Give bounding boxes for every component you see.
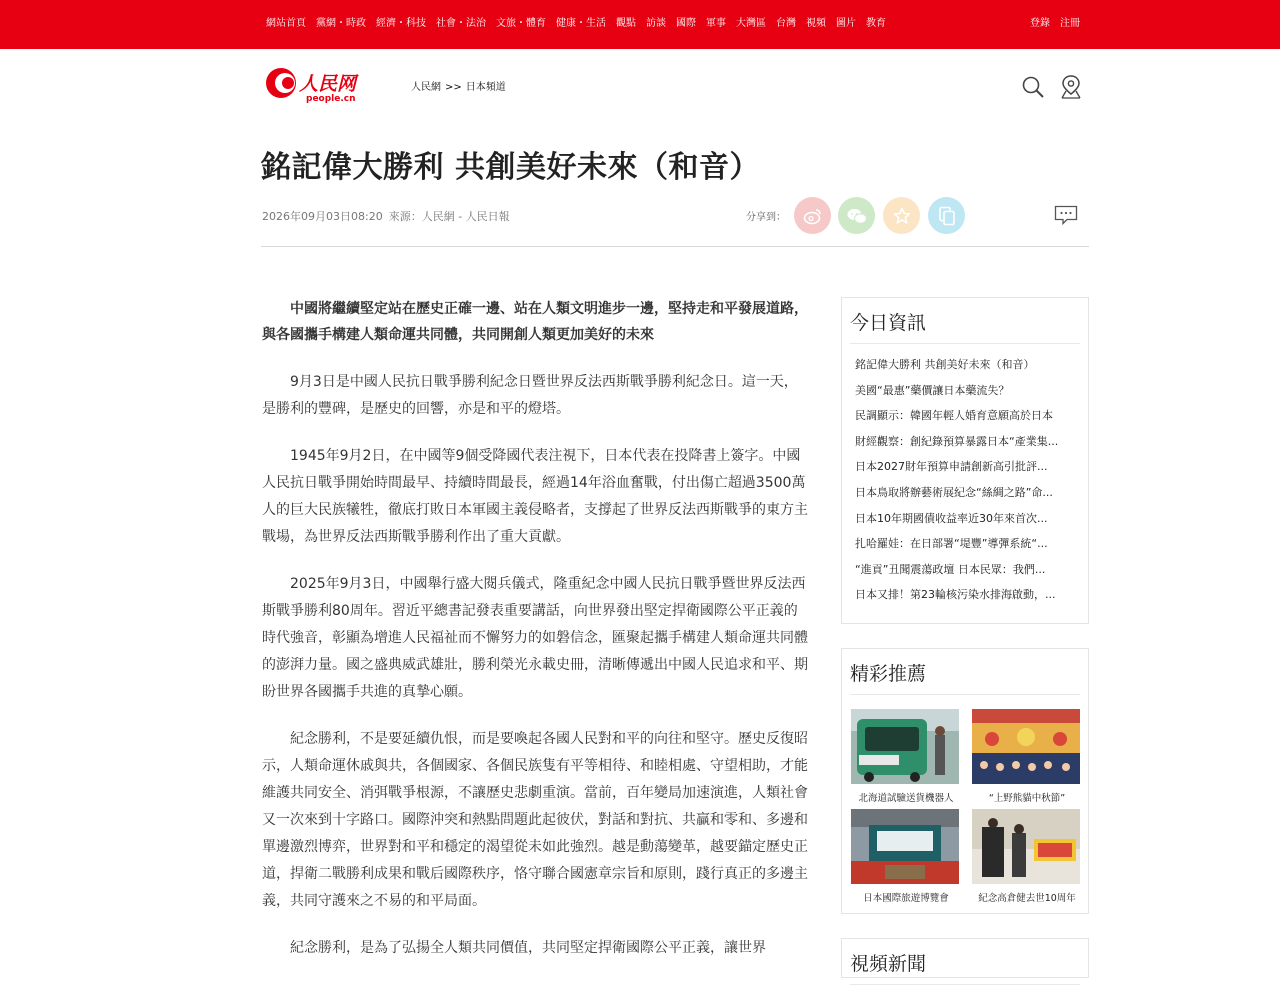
news-list-item[interactable]: 銘記偉大勝利 共創美好未來（和音） xyxy=(855,358,1035,371)
share-label: 分享到： xyxy=(746,212,786,223)
search-icon[interactable] xyxy=(1021,75,1045,99)
article-paragraph: 1945年9月2日，在中國等9個受降國代表注視下，日本代表在投降書上簽字。中國人民抗日戰爭開始時間最早、持續時間最長，經過14年浴血奮戰，付出傷亡超過3500萬人的巨大民族犧牲，徹底打敗日本軍國主義侵略者，支撐起了世界反法西斯戰爭的東方主戰場，為世界反法西斯戰爭勝利作出了重大貢獻。 xyxy=(262,448,808,545)
article-paragraph: 2025年9月3日，中國舉行盛大閱兵儀式，隆重紀念中國人民抗日戰爭暨世界反法西斯戰爭勝利80周年。習近平總書記發表重要講話，向世界發出堅定捍衛國際公平正義的時代強音，彰顯為增進人民福祉而不懈努力的如磐信念，匯聚起攜手構建人類命運共同體的澎湃力量。國之盛典威武雄壯，勝利榮光永載史冊，清晰傳遞出中國人民追求和平、期盼世界各國攜手共進的真摯心願。 xyxy=(262,576,808,700)
login-link[interactable]: 登錄 xyxy=(1030,18,1050,29)
share-weibo-button[interactable] xyxy=(794,197,831,234)
breadcrumb xyxy=(411,78,506,93)
recommended-title: 精彩推薦 xyxy=(850,659,1080,695)
recommended-caption: 日本國際旅遊博覽會 xyxy=(863,893,949,904)
article-title: 銘記偉大勝利 共創美好未來（和音） xyxy=(261,150,760,185)
comment-icon[interactable] xyxy=(1054,205,1078,225)
news-list-item[interactable]: 日本鳥取將辦藝術展紀念“絲綢之路”命... xyxy=(855,485,1053,499)
recommended-caption: “上野熊貓中秋節” xyxy=(988,793,1066,804)
news-list-item[interactable]: 日本10年期國債收益率近30年來首次... xyxy=(855,511,1048,525)
share-favorite-button[interactable] xyxy=(883,197,920,234)
nav-link-health[interactable]: 健康・生活 xyxy=(556,18,606,29)
nav-link-society[interactable]: 社會・法治 xyxy=(436,18,486,29)
user-links xyxy=(1030,17,1090,31)
recommended-item[interactable] xyxy=(851,809,961,907)
share-copy-button[interactable] xyxy=(928,197,965,234)
article-source: 來源：人民網 - 人民日報 xyxy=(388,210,510,223)
register-link[interactable]: 注冊 xyxy=(1060,18,1080,29)
star-icon xyxy=(893,207,911,225)
share-wechat-button[interactable] xyxy=(838,197,875,234)
top-nav-bar xyxy=(0,0,1280,49)
delivery-robot-thumbnail xyxy=(851,709,959,784)
nav-link-interview[interactable]: 訪談 xyxy=(646,18,666,29)
wechat-icon xyxy=(846,207,868,225)
nav-link-taiwan[interactable]: 台灣 xyxy=(776,18,796,29)
expo-booth-thumbnail xyxy=(851,809,959,884)
news-list-item[interactable]: 日本2027財年預算申請創新高引批評... xyxy=(855,460,1048,474)
nav-link-greater-bay[interactable]: 大灣區 xyxy=(736,18,766,29)
nav-link-economy[interactable]: 經濟・科技 xyxy=(376,18,426,29)
copy-icon xyxy=(938,206,956,226)
header-divider xyxy=(261,246,1089,247)
video-news-panel xyxy=(841,938,1089,978)
recommended-caption: 北海道試驗送貨機器人 xyxy=(858,793,954,804)
news-list-item[interactable]: 扎哈羅娃：在日部署“堤豐”導彈系統“... xyxy=(855,537,1048,551)
recommended-item[interactable] xyxy=(972,809,1082,907)
breadcrumb-channel-link[interactable]: 日本頻道 xyxy=(465,82,506,93)
nav-link-opinion[interactable]: 觀點 xyxy=(616,18,636,29)
breadcrumb-separator: >> xyxy=(445,82,462,93)
article-paragraph: 9月3日是中國人民抗日戰爭勝利紀念日暨世界反法西斯戰爭勝利紀念日。這一天，是勝利的豐碑，是歷史的回響，亦是和平的燈塔。 xyxy=(262,374,798,417)
top-nav-links xyxy=(266,17,896,31)
recommended-caption: 紀念高倉健去世10周年 xyxy=(978,893,1076,904)
nav-link-photos[interactable]: 圖片 xyxy=(836,18,856,29)
nav-link-military[interactable]: 軍事 xyxy=(706,18,726,29)
recommended-item[interactable] xyxy=(972,709,1082,807)
today-news-title: 今日資訊 xyxy=(850,308,1080,344)
logo-text-cn: 人民网 xyxy=(299,73,357,95)
today-news-list xyxy=(855,358,1077,614)
publish-datetime: 2026年09月03日08:20 xyxy=(262,210,383,223)
people-cn-logo[interactable] xyxy=(264,66,364,104)
nav-link-culture[interactable]: 文旅・體育 xyxy=(496,18,546,29)
weibo-icon xyxy=(803,207,823,225)
recommended-grid xyxy=(851,709,1081,909)
nav-link-international[interactable]: 國際 xyxy=(676,18,696,29)
today-news-panel xyxy=(841,297,1089,624)
article-paragraph: 紀念勝利，不是要延續仇恨，而是要喚起各國人民對和平的向往和堅守。歷史反復昭示，人類命運休戚與共，各個國家、各個民族隻有平等相待、和睦相處、守望相助，才能維護共同安全、消弭戰爭根源，不讓歷史悲劇重演。當前，百年變局加速演進，人類社會又一次來到十字路口。國際沖突和熱點問題此起彼伏，對話和對抗、共贏和零和、多邊和單邊激烈博弈，世界對和平和穩定的渴望從未如此強烈。越是動蕩變革，越要錨定歷史正道，捍衛二戰勝利成果和戰后國際秩序，恪守聯合國憲章宗旨和原則，踐行真正的多邊主義，共同守護來之不易的和平局面。 xyxy=(262,731,808,909)
news-list-item[interactable]: 日本又排！第23輪核污染水排海啟動，... xyxy=(855,588,1056,602)
article-paragraph: 紀念勝利，是為了弘揚全人類共同價值，共同堅定捍衛國際公平正義，讓世界 xyxy=(290,940,766,956)
memorial-exhibit-thumbnail xyxy=(972,809,1080,884)
nav-link-home[interactable]: 網站首頁 xyxy=(266,18,306,29)
article-meta xyxy=(262,208,516,224)
festival-stage-thumbnail xyxy=(972,709,1080,784)
nav-link-video[interactable]: 視頻 xyxy=(806,18,826,29)
article-body xyxy=(262,296,809,982)
nav-link-education[interactable]: 教育 xyxy=(866,18,886,29)
news-list-item[interactable]: “進貢”丑聞震蕩政壇 日本民眾：我們... xyxy=(855,562,1046,576)
news-list-item[interactable]: 美國“最惠”藥價讓日本藥流失？ xyxy=(855,383,1010,397)
recommended-panel xyxy=(841,648,1089,914)
breadcrumb-home-link[interactable]: 人民網 xyxy=(411,82,441,93)
video-news-title: 視頻新聞 xyxy=(850,949,1080,985)
logo-text-en: people.cn xyxy=(306,94,356,104)
recommended-item[interactable] xyxy=(851,709,961,807)
location-icon[interactable] xyxy=(1060,74,1082,100)
nav-link-politics[interactable]: 黨網・時政 xyxy=(316,18,366,29)
article-lead: 中國將繼續堅定站在歷史正確一邊、站在人類文明進步一邊，堅持走和平發展道路，與各國攜手構建人類命運共同體，共同開創人類更加美好的未來 xyxy=(262,301,808,343)
news-list-item[interactable]: 民調顯示：韓國年輕人婚育意願高於日本 xyxy=(855,409,1053,423)
news-list-item[interactable]: 財經觀察：創紀錄預算暴露日本“產業集... xyxy=(855,434,1059,448)
